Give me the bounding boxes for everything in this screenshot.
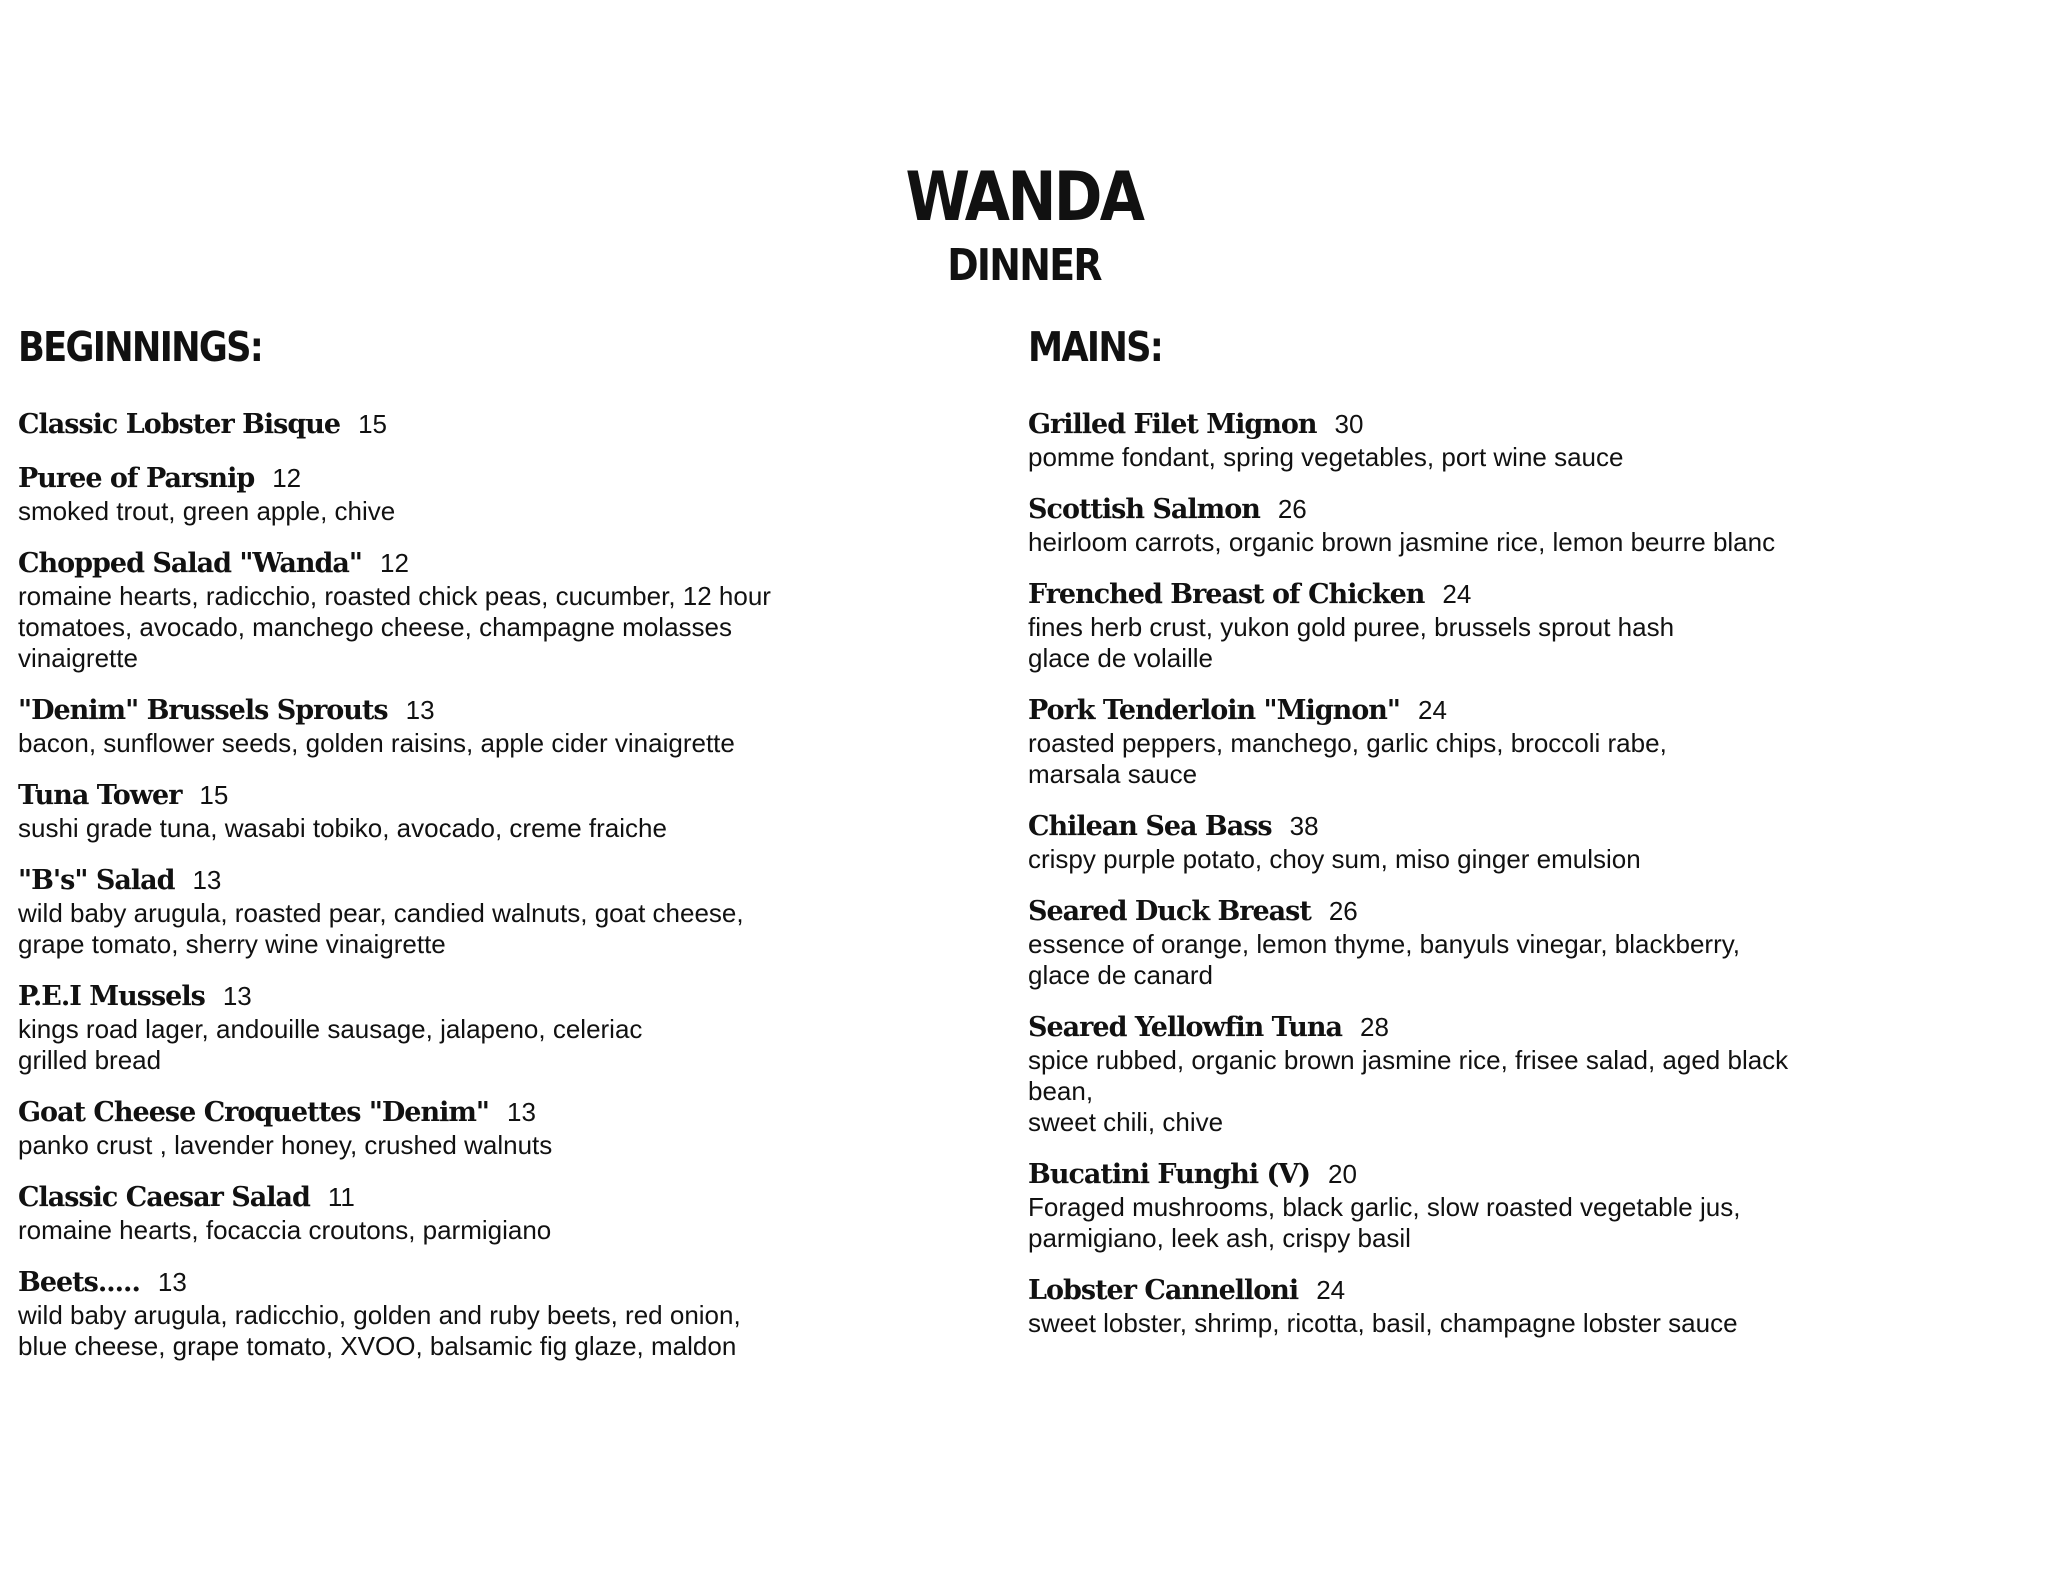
menu-item [18, 462, 898, 527]
menu-item [18, 779, 898, 844]
menu-item [18, 1096, 898, 1161]
menu-item-header [1028, 694, 1948, 728]
menu-item-price: 11 [327, 1182, 355, 1212]
menu-item [18, 1181, 898, 1246]
menu-item-name: Tuna Tower [18, 780, 182, 811]
menu-item-description: smoked trout, green apple, chive [18, 496, 396, 526]
menu-item-price: 20 [1328, 1159, 1357, 1189]
menu-item-price: 12 [379, 548, 409, 578]
menu-item-description: kings road lager, andouille sausage, jalapeno, celeriac grilled bread [18, 1014, 643, 1075]
menu-item-description: panko crust , lavender honey, crushed walnuts [18, 1130, 553, 1160]
menu-item-name: Scottish Salmon [1028, 494, 1260, 525]
menu-item-description: crispy purple potato, choy sum, miso ginger emulsion [1028, 844, 1641, 874]
menu-item-name: Classic Lobster Bisque [18, 409, 341, 440]
menu-item-description: sweet lobster, shrimp, ricotta, basil, champagne lobster sauce [1028, 1308, 1738, 1338]
menu-item-header [18, 547, 898, 581]
menu-item-header [18, 462, 898, 496]
menu-item-description: wild baby arugula, radicchio, golden and ruby beets, red onion, blue cheese, grape tomato, XVOO, balsamic fig glaze, maldon [18, 1300, 741, 1361]
menu-item [1028, 493, 1948, 558]
menu-item-price: 24 [1417, 695, 1447, 725]
section-heading-mains: MAINS: [1028, 323, 1163, 371]
menu-item [1028, 694, 1948, 790]
menu-item-description: Foraged mushrooms, black garlic, slow roasted vegetable jus, parmigiano, leek ash, crispy basil [1028, 1192, 1741, 1253]
menu-item-description: romaine hearts, radicchio, roasted chick peas, cucumber, 12 hour tomatoes, avocado, manchego cheese, champagne molasses vinaigrette [18, 581, 771, 673]
menu-item-header [1028, 1274, 1948, 1308]
menu-item-name: Classic Caesar Salad [18, 1182, 310, 1213]
menu-item-header [1028, 810, 1948, 844]
menu-item-price: 13 [157, 1267, 187, 1297]
menu-item-price: 26 [1328, 896, 1358, 926]
menu-item-description: romaine hearts, focaccia croutons, parmigiano [18, 1215, 552, 1245]
menu-item-header [18, 1181, 898, 1215]
menu-item [18, 980, 898, 1076]
restaurant-name: WANDA [905, 158, 1143, 237]
menu-item-header [18, 779, 898, 813]
menu-item-description: heirloom carrots, organic brown jasmine rice, lemon beurre blanc [1028, 527, 1776, 557]
mains-section [1028, 322, 1948, 1359]
menu-item-header [18, 1266, 898, 1300]
menu-item [18, 547, 898, 674]
menu-item-header [1028, 1158, 1948, 1192]
menu-item-header [1028, 408, 1948, 442]
menu-item-name: Lobster Cannelloni [1028, 1275, 1299, 1306]
menu-item-price: 13 [192, 865, 222, 895]
menu-item-description: sushi grade tuna, wasabi tobiko, avocado, creme fraiche [18, 813, 667, 843]
menu-item [18, 864, 898, 960]
menu-item [18, 694, 898, 759]
menu-item-header [18, 694, 898, 728]
menu-item-header [18, 980, 898, 1014]
menu-item-name: "Denim" Brussels Sprouts [18, 695, 388, 726]
menu-item [1028, 408, 1948, 473]
menu-item-name: Goat Cheese Croquettes "Denim" [18, 1097, 490, 1128]
menu-item-price: 12 [272, 463, 302, 493]
section-heading-beginnings: BEGINNINGS: [18, 323, 263, 371]
menu-item-description: pomme fondant, spring vegetables, port wine sauce [1028, 442, 1624, 472]
menu-item-description: bacon, sunflower seeds, golden raisins, apple cider vinaigrette [18, 728, 735, 758]
menu-item-name: Grilled Filet Mignon [1028, 409, 1317, 440]
menu-item-description: wild baby arugula, roasted pear, candied walnuts, goat cheese, grape tomato, sherry wine vinaigrette [18, 898, 744, 959]
menu-item-price: 13 [405, 695, 435, 725]
menu-item-price: 24 [1442, 579, 1472, 609]
menu-item-header [1028, 1011, 1948, 1045]
masthead [0, 160, 2048, 292]
menu-item-description: essence of orange, lemon thyme, banyuls vinegar, blackberry, glace de canard [1028, 929, 1741, 990]
menu-item-name: Frenched Breast of Chicken [1028, 579, 1425, 610]
menu-item [1028, 810, 1948, 875]
menu-item-price: 13 [222, 981, 252, 1011]
menu-item-header [18, 408, 898, 442]
menu-item [1028, 1158, 1948, 1254]
menu-item-price: 13 [507, 1097, 536, 1127]
menu-item-price: 24 [1316, 1275, 1346, 1305]
menu-item-description: spice rubbed, organic brown jasmine rice, frisee salad, aged black bean, sweet chili, chive [1028, 1045, 1789, 1137]
menu-item-name: Beets..... [18, 1267, 140, 1298]
menu-item-header [1028, 493, 1948, 527]
menu-item [18, 1266, 898, 1362]
menu-item-price: 26 [1277, 494, 1307, 524]
menu-item-name: Seared Duck Breast [1028, 896, 1311, 927]
menu-item-name: Bucatini Funghi (V) [1028, 1159, 1311, 1190]
menu-item-description: roasted peppers, manchego, garlic chips, broccoli rabe, marsala sauce [1028, 728, 1667, 789]
menu-item [1028, 578, 1948, 674]
menu-item-header [1028, 895, 1948, 929]
menu-item-name: Chopped Salad "Wanda" [18, 548, 362, 579]
menu-item-name: "B's" Salad [18, 865, 175, 896]
menu-item-header [18, 1096, 898, 1130]
menu-item-name: Pork Tenderloin "Mignon" [1028, 695, 1400, 726]
menu-item-name: P.E.I Mussels [18, 981, 205, 1012]
menu-item-price: 38 [1289, 811, 1319, 841]
menu-item-description: fines herb crust, yukon gold puree, brussels sprout hash glace de volaille [1028, 612, 1675, 673]
menu-item [1028, 1274, 1948, 1339]
menu-title: DINNER [947, 240, 1101, 291]
menu-item-price: 15 [358, 409, 387, 439]
menu-item-name: Puree of Parsnip [18, 463, 255, 494]
menu-item-name: Chilean Sea Bass [1028, 811, 1272, 842]
menu-item-header [1028, 578, 1948, 612]
menu-item-price: 15 [199, 780, 229, 810]
menu-item [1028, 1011, 1948, 1138]
menu-item [18, 408, 898, 442]
menu-item-name: Seared Yellowfin Tuna [1028, 1012, 1342, 1043]
beginnings-section [18, 322, 898, 1382]
menu-item-price: 30 [1334, 409, 1364, 439]
menu-item [1028, 895, 1948, 991]
menu-item-header [18, 864, 898, 898]
menu-item-price: 28 [1360, 1012, 1389, 1042]
